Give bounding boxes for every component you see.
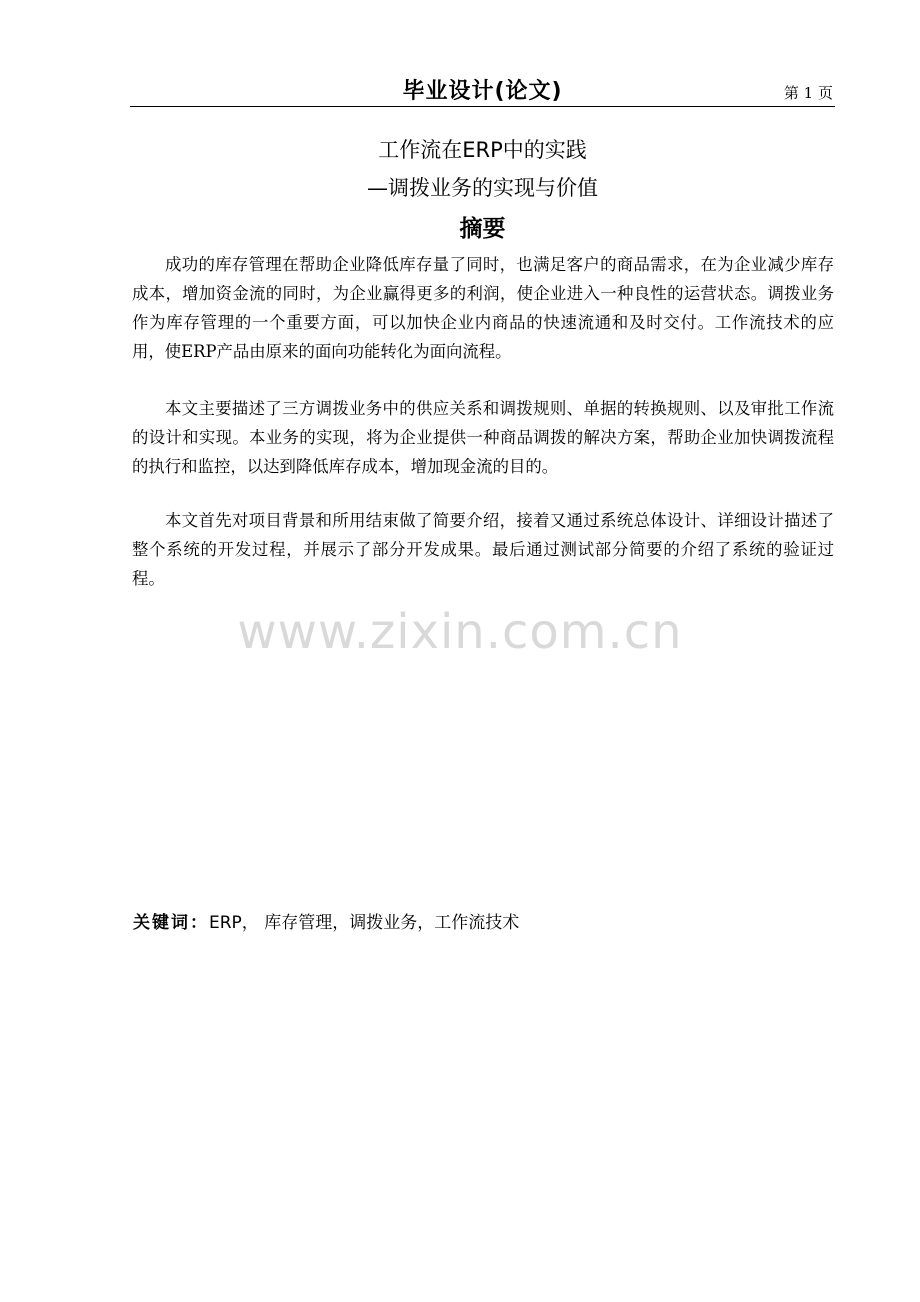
keywords-value: ERP， 库存管理，调拨业务，工作流技术 xyxy=(209,913,520,933)
abstract-paragraph-1: 成功的库存管理在帮助企业降低库存量了同时，也满足客户的商品需求，在为企业减少库存成本，增加资金流的同时，为企业赢得更多的利润，使企业进入一种良性的运营状态。调拨业务作为库存管理的一个重要方面，可以加快企业内商品的快速流通和及时交付。工作流技术的应用，使ERP产品由原来的面向功能转化为面向流程。 xyxy=(132,255,834,361)
keywords-label: 关键词： xyxy=(133,913,209,933)
keywords-line xyxy=(133,908,519,933)
abstract-paragraph-2: 本文主要描述了三方调拨业务中的供应关系和调拨规则、单据的转换规则、以及审批工作流的设计和实现。本业务的实现，将为企业提供一种商品调拨的解决方案，帮助企业加快调拨流程的执行和监控，以达到降低库存成本，增加现金流的目的。 xyxy=(132,399,834,476)
header-title: 毕业设计(论文) xyxy=(402,79,563,104)
document-title: 工作流在ERP中的实践 xyxy=(378,138,587,162)
abstract-paragraph-3: 本文首先对项目背景和所用结束做了简要介绍，接着又通过系统总体设计、详细设计描述了整个系统的开发过程，并展示了部分开发成果。最后通过测试部分简要的介绍了系统的验证过程。 xyxy=(132,511,834,588)
document-subtitle: —调拨业务的实现与价值 xyxy=(367,176,598,200)
page-number: 第 1 页 xyxy=(783,84,833,102)
abstract-heading: 摘要 xyxy=(459,216,506,242)
page-header xyxy=(130,72,835,107)
watermark: www.zixin.com.cn xyxy=(237,604,683,660)
